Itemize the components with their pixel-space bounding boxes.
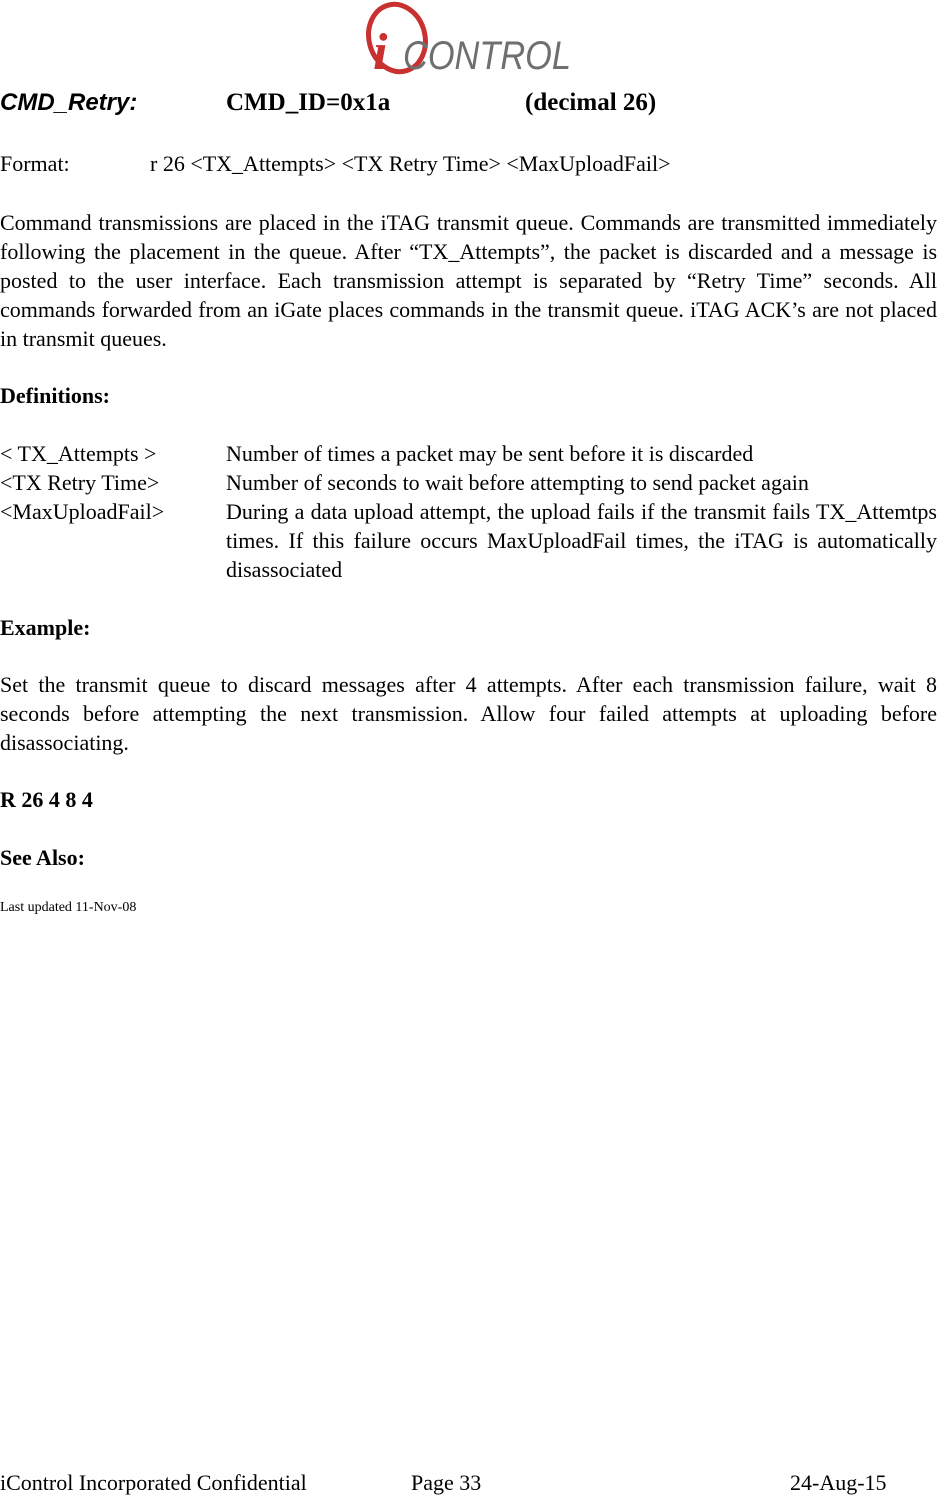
format-label: Format: bbox=[0, 151, 70, 176]
definition-description: Number of seconds to wait before attempting to send packet again bbox=[226, 470, 809, 495]
definition-description: During a data upload attempt, the upload fails if the transmit fails TX_Attemtps times. If this failure occurs MaxUploadFail times, the iTAG is automatically disassociated bbox=[226, 499, 937, 582]
example-heading: Example: bbox=[0, 615, 91, 640]
see-also-heading: See Also: bbox=[0, 845, 85, 870]
description-paragraph: Command transmissions are placed in the iTAG transmit queue. Commands are transmitted immediately following the placement in the queue. After “TX_Attempts”, the packet is discarded and a message is posted to the user interface. Each transmission attempt is separated by “Retry Time” seconds. All commands forwarded from an iGate places commands in the transmit queue. iTAG ACK’s are not placed in transmit queues. bbox=[0, 210, 937, 351]
format-value: r 26 <TX_Attempts> <TX Retry Time> <MaxUploadFail> bbox=[150, 151, 671, 176]
example-paragraph: Set the transmit queue to discard messages after 4 attempts. After each transmission failure, wait 8 seconds before attempting the next transmission. Allow four failed attempts at uploading before disassociating. bbox=[0, 672, 937, 755]
definitions-heading: Definitions: bbox=[0, 383, 110, 408]
command-heading bbox=[0, 89, 937, 125]
logo-wordmark: CONTROL bbox=[403, 34, 571, 78]
command-decimal: (decimal 26) bbox=[525, 89, 657, 116]
footer-date: 24-Aug-15 bbox=[790, 1470, 887, 1495]
definition-term: <MaxUploadFail> bbox=[0, 499, 165, 524]
footer-company: iControl Incorporated Confidential bbox=[0, 1470, 307, 1495]
definition-description: Number of times a packet may be sent before it is discarded bbox=[226, 441, 754, 466]
example-command: R 26 4 8 4 bbox=[0, 787, 93, 812]
definition-term: <TX Retry Time> bbox=[0, 470, 160, 495]
definition-term: < TX_Attempts > bbox=[0, 441, 157, 466]
logo-i-letter: i bbox=[373, 24, 388, 81]
command-name: CMD_Retry: bbox=[0, 89, 138, 116]
icontrol-logo bbox=[365, 0, 575, 80]
footer-page-number: Page 33 bbox=[411, 1470, 482, 1495]
last-updated: Last updated 11-Nov-08 bbox=[0, 900, 137, 915]
command-id: CMD_ID=0x1a bbox=[226, 89, 391, 116]
